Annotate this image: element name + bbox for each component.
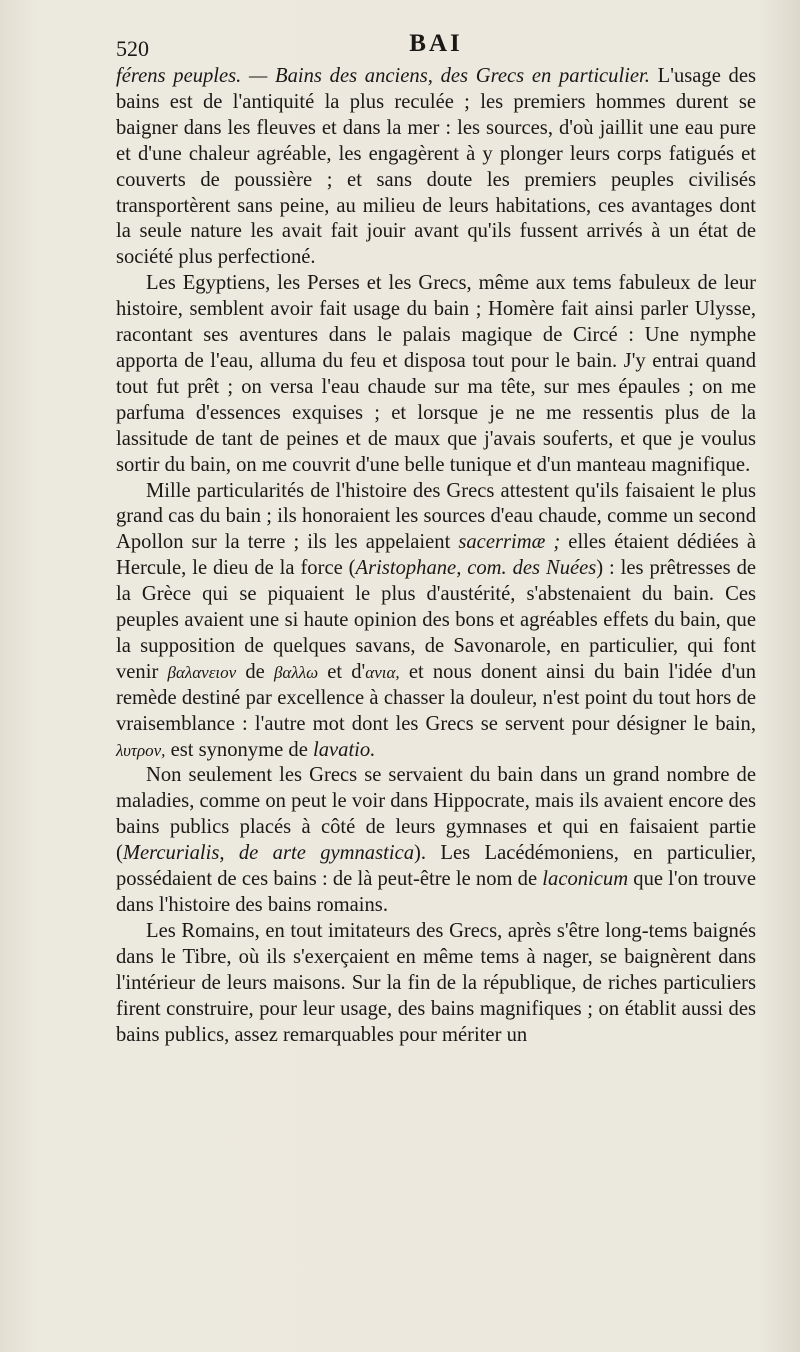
paragraph-5: Les Romains, en tout imitateurs des Grecs, après s'être long-tems baignés dans le Tibre, où ils s'exerçaient en même tems à nager, se baignèrent dans l'intérieur de leurs maisons. Sur la fin de la république, de riches particuliers firent construire, pour leur usage, des bains magnifiques ; on établit aussi des bains publics, assez remarquables pour mériter un [116, 919, 756, 1046]
body-text [116, 64, 756, 1048]
p3-greek-ania: ανια, [365, 662, 400, 682]
paragraph-1-text: L'usage des bains est de l'antiquité la plus reculée ; les premiers hommes durent se baigner dans les fleuves et dans la mer : les sources, d'où jaillit une eau pure et d'une chaleur agréable, les engagèrent à y plonger leurs corps fatigués et couverts de poussière ; et sans doute les premiers peuples civilisés transportèrent sans peine, au milieu de leurs habitations, ces avantages dont la seule nature les avait fait jouir avant qu'ils fussent arrivés à un état de société plus perfectioné. [116, 65, 756, 269]
p3-text-c: elles étaient dédiées à Hercule, le dieu de la force ( [116, 531, 756, 580]
paragraph-3 [116, 479, 756, 764]
p4-text-c: ). Les Lacédémoniens, en particulier, possédaient de ces bains : de là peut-être le nom de [116, 842, 756, 891]
p4-citation-mercurialis: Mercurialis, de arte gymnastica [122, 842, 415, 865]
page-number: 520 [116, 36, 149, 61]
p3-text-g: de [236, 660, 274, 683]
p3-italic-sacerrimae: sacerrimæ ; [458, 531, 561, 554]
p3-text-i: et d' [318, 660, 366, 683]
running-head: BAI [409, 30, 463, 57]
paragraph-4 [116, 763, 756, 918]
p3-greek-balaneion: βαλανειον [167, 662, 237, 682]
paragraph-1 [116, 64, 756, 271]
p3-text-e: ) : les prêtresses de la Grèce qui se piquaient le plus d'austérité, s'abstenaient du bain. Ces peuples avaient une si haute opinion des bons et agréables effets du bain, que la supposition de quelques savans, de Savonarole, en particulier, qui font venir [116, 557, 757, 683]
p4-text-e: que l'on trouve dans l'histoire des bains romains. [116, 868, 756, 916]
p4-text-a: Non seulement les Grecs se servaient du bain dans un grand nombre de maladies, comme on peut le voir dans Hippocrate, mais ils avaient encore des bains publics placés à côté de leurs gymnases et qui en faisaient partie ( [116, 764, 756, 865]
p3-italic-lavatio: lavatio. [313, 738, 376, 761]
p3-greek-ballo: βαλλω [273, 662, 319, 682]
p3-text-a: Mille particularités de l'histoire des Grecs attestent qu'ils faisaient le plus grand cas du bain ; ils honoraient les sources d'eau chaude, comme un second Apollon sur la terre ; ils les appelaient [116, 479, 756, 554]
p3-text-k: et nous donent ainsi du bain l'idée d'un remède destiné par excellence à chasser la douleur, n'est point du tout hors de vraisemblance : l'autre mot dont les Grecs se servent pour désigner le bain, [116, 660, 757, 735]
paragraph-2: Les Egyptiens, les Perses et les Grecs, même aux tems fabuleux de leur histoire, semblent avoir fait usage du bain ; Homère fait ainsi parler Ulysse, racontant ses aventures dans le palais magique de Circé : Une nymphe apporta de l'eau, alluma du feu et disposa tout pour le bain. J'y entrai quand tout fut prêt ; on versa l'eau chaude sur ma tête, sur mes épaules ; on me parfuma d'essences exquises ; et lorsque je ne me ressentis plus de la lassitude de tant de peines et de maux que j'avais souferts, et que je voulus sortir du bain, on me couvrit d'une belle tunique et d'un manteau magnifique. [116, 272, 756, 476]
p3-text-m: est synonyme de [165, 738, 313, 761]
p3-greek-lutron: λυτρον, [116, 740, 166, 760]
p3-citation-aristophane: Aristophane, com. des Nuées [355, 557, 597, 580]
page-header [116, 30, 756, 64]
section-heading: férens peuples. — Bains des anciens, des Grecs en particulier. [116, 65, 650, 87]
p4-italic-laconicum: laconicum [542, 868, 629, 891]
